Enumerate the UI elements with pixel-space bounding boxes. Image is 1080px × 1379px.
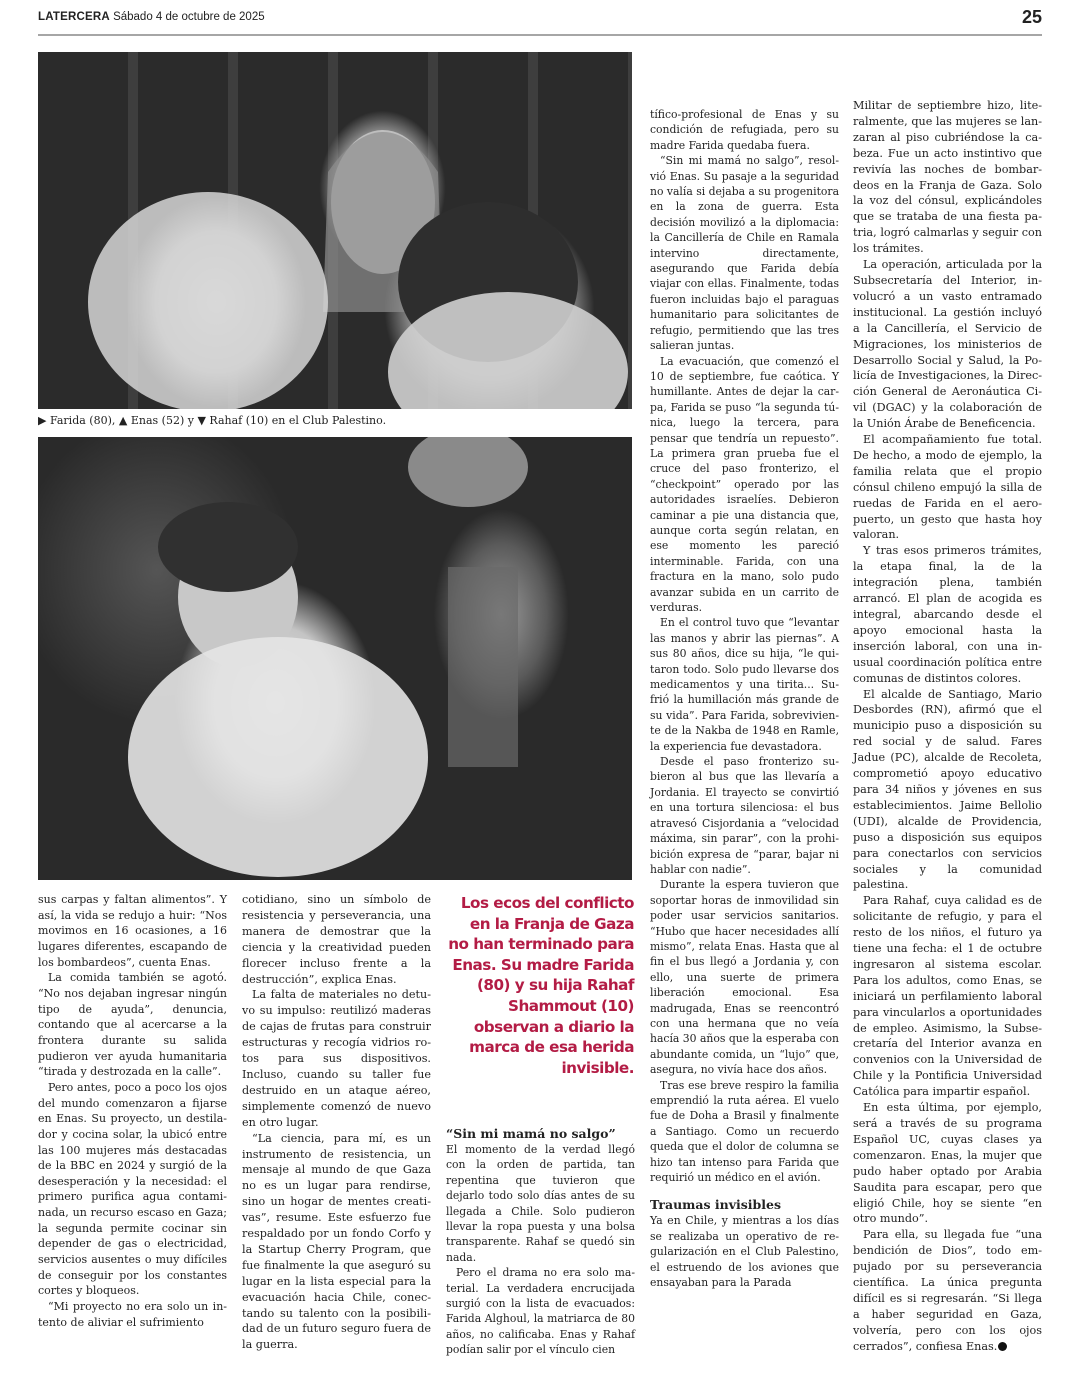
- triangle-up-icon: ▲: [118, 414, 128, 427]
- paragraph: Ya en Chile, y mientras a los días se realizaba un operativo de regularización en el Club Palestino, el estruendo de los aviones que ensayaban para la Parada: [650, 1214, 839, 1290]
- caption-part: Farida (80),: [49, 414, 116, 427]
- photo-family-embrace-figures: [38, 52, 632, 409]
- photo-child-smiling: [38, 437, 632, 880]
- paragraph: “Sin mi mamá no salgo”, resolvió Enas. Su pasaje a la seguridad no valía si dejaba a su progenitora en la zona de guerra. Esta decisión movilizó a la diplomacia: la Cancillería de Chile en Ramala intervino directamente, asegurando que Farida debía viajar con ellas. Finalmente, todas fueron incluidas bajo el paraguas humanitario para solicitantes de refugio, permitiendo que las tres salieran juntas.: [650, 154, 840, 353]
- paragraph: La operación, articulada por la Subsecretaría del Interior, involucró a un vasto entramado institucional. La gestión incluyó a la Cancillería, el Servicio de Migraciones, los ministerios de Desarrollo Social y Salud, la Policía de Investigaciones, la Dirección General de Aeronáutica Civil (DGAC) y la colaboración de la Unión Árabe de Beneficencia.: [853, 258, 1042, 431]
- paragraph: Pero antes, poco a poco los ojos del mundo comenzaron a fijarse en Enas. Su proyecto, un destilador y cocina solar, la ubicó entre las 100 mujeres más destacadas de la BBC en 2024 y surgió de la desesperación y la necesidad: el primero purifica agua contaminada, un recurso escaso en Gaza; la segunda permite cocinar sin depender de gas o electricidad, servicios ausentes o muy difíciles de conseguir por los constantes cortes y bloqueos.: [38, 1080, 227, 1298]
- masthead: [38, 11, 265, 23]
- article-column-5: [853, 98, 1042, 1355]
- article-column-4: [650, 107, 839, 1290]
- article-column-3: [446, 1126, 635, 1358]
- paragraph: En esta última, por ejemplo, será a través de su programa Español UC, cuyas clases ya comenzaron. Enas, la mujer que pudo haber optado por Arabia Saudita para escapar, pero que eligió Chile, hoy se siente “en otro mundo”.: [853, 1101, 1042, 1226]
- article-column-2: [242, 892, 431, 1353]
- paragraph: Y tras esos primeros trámites, la etapa final, la de la integración plena, también arrancó. El plan de acogida es integral, abarcando desde el apoyo emocional hasta la inserción laboral, con una inusual coordinación política entre comunas de distintos colores.: [853, 544, 1042, 685]
- publication-date: Sábado 4 de octubre de 2025: [113, 11, 265, 23]
- paragraph: La evacuación, que comenzó el 10 de septiembre, fue caótica. Y humillante. Antes de dejar la carpa, Farida se puso “la segunda túnica, luego la tercera, para pensar que tendría un repuesto”. La primera gran prueba fue el cruce del paso fronterizo, el “checkpoint” operado por las autoridades israelíes. Debieron caminar a pie una distancia que, aunque corta según relatan, en ese momento les pareció interminable. Farida, con una fractura en la mano, solo pudo avanzar subida en un carrito de verduras.: [650, 354, 839, 614]
- paragraph: tífico-profesional de Enas y su condición de refugiada, pero su madre Farida quedaba fuera.: [650, 108, 839, 152]
- photo-family-embrace: [38, 52, 632, 409]
- paragraph: sus carpas y faltan alimentos”. Y así, la vida se redujo a huir: “Nos movimos en 16 ocasiones, a 16 lugares diferentes, escapando de los bombardeos”, cuenta Enas.: [38, 893, 227, 969]
- brand-name: LATERCERA: [38, 11, 110, 23]
- paragraph: “La ciencia, para mí, es un instrumento de resistencia, un mensaje al mundo de que Gaza no es un lugar para rendirse, sino un hogar de mentes creativas”, resume. Este esfuerzo fue respaldado por un fondo Corfo y la Startup Cherry Program, que fue finalmente la que aseguró su lugar en la lista especial para la evacuación hacia Chile, conectando su talento con la posibilidad de un futuro seguro fuera de la guerra.: [242, 1131, 431, 1352]
- elder-figure: [88, 192, 328, 409]
- child-hair: [158, 502, 298, 592]
- paragraph: Para Rahaf, cuya calidad es de solicitante de refugio, y para el resto de los niños, el futuro ya tiene una fecha: el 1 de octubre ingresaron al sistema escolar. Para los adultos, como Enas, se iniciará un perfilamiento laboral para vincularlos a oportunidades de empleo. Asimismo, la Subsecretaría del Interior avanza en convenios con la Universidad de Chile y la Pontificia Universidad Católica para impartir español.: [853, 894, 1042, 1099]
- photo-child-figures: [38, 437, 632, 880]
- photo-caption: [38, 414, 386, 427]
- caption-part: Rahaf (10) en el Club Palestino.: [209, 414, 387, 427]
- paragraph: El acompañamiento fue total. De hecho, a modo de ejemplo, la familia relata que el propio cónsul chileno empujó la silla de ruedas de Farida en el aeropuerto, un gesto que hasta hoy valoran.: [853, 433, 1042, 542]
- triangle-down-icon: ▼: [197, 414, 206, 427]
- paragraph: cotidiano, sino un símbolo de resistencia y perseverancia, una manera de demostrar que la ciencia y la creatividad pueden florecer incluso frente a la destrucción”, explica Enas.: [242, 893, 431, 986]
- paragraph: La comida también se agotó. “No nos dejaban ingresar ningún tipo de ayuda”, denuncia, contando que al acercarse a la frontera durante su salida pudieron ver ayuda humanitaria “tirada y destrozada en la calle”.: [38, 971, 227, 1079]
- caption-part: Enas (52) y: [130, 414, 194, 427]
- end-of-article-bullet-icon: [998, 1342, 1007, 1351]
- board: [448, 567, 518, 767]
- paragraph: “Mi proyecto no era solo un intento de aliviar el sufrimiento: [38, 1300, 227, 1329]
- paragraph: Desde el paso fronterizo subieron al bus que las llevaría a Jordania. El trayecto se convirtió en una tortura silenciosa: el bus atravesó Cisjordania a “velocidad máxima, sin parar”, con la prohibición expresa de “parar, bajar ni hablar con nadie”.: [650, 755, 839, 876]
- page-header: [38, 8, 1042, 36]
- paragraph: El momento de la verdad llegó con la orden de partida, tan repentina que tuvieron que dejarlo todo solo días antes de su llegada a Chile. Solo pudieron llevar la ropa puesta y una bolsa transparente. Rahaf se quedó sin nada.: [446, 1143, 635, 1264]
- child-hoodie: [128, 637, 428, 877]
- article-column-1: [38, 892, 227, 1330]
- paragraph: El alcalde de Santiago, Mario Desbordes (RN), afirmó que el municipio puso a disposición su red social y de salud. Fares Jadue (PC), alcalde de Recoleta, comprometió apoyo educativo para 34 niños y jóvenes en sus establecimientos. Jaime Bellolio (UDI), alcalde de Providencia, puso a disposición sus equipos para conectarlos con servicios sociales y la comunidad palestina.: [853, 687, 1042, 892]
- adult-face: [408, 437, 528, 507]
- paragraph: En el control tuvo que “levantar las manos y abrir las piernas”. A sus 80 años, dice su hija, “le quitaron todo. Solo pudo llevarse dos medicamentos y una tirita... Sufrió la humillación más grande de su vida”. Para Farida, sobreviviente de la Nakba de 1948 en Ramle, la experiencia fue devastadora.: [650, 616, 839, 753]
- triangle-right-icon: ▶: [38, 414, 47, 427]
- section-subhead: Traumas invisibles: [650, 1197, 781, 1213]
- paragraph: Pero el drama no era solo material. La verdadera encrucijada surgió con la lista de evacuados: Farida Alghoul, la matriarca de 80 años, no calificaba. Enas y Rahaf podían salir por el vínculo cien: [446, 1266, 635, 1357]
- paragraph-text: Para ella, su llegada fue “una bendición de Dios”, todo empujado por su perseverancia científica. La única pregunta difícil es si regresarán. “Si llega a haber seguridad en Gaza, volvería, pero con los ojos cerrados”, confiesa Enas.: [853, 1228, 1042, 1353]
- paragraph: Militar de septiembre hizo, literalmente, que las mujeres se lanzaran al piso cubriéndose la cabeza. Fue un acto instintivo que revivía las noches de bombardeos en la Franja de Gaza. Solo la voz del cónsul, explicándoles que se trataba de una fiesta patria, logró calmarlas y seguir con los trámites.: [853, 99, 1042, 256]
- paragraph: La falta de materiales no detuvo su impulso: reutilizó maderas de cajas de frutas para construir estructuras y recogía vidrios rotos para sus dispositivos. Incluso, cuando su taller fue destruido en un ataque aéreo, simplemente comenzó de nuevo en otro lugar.: [242, 988, 431, 1129]
- pull-quote: Los ecos del conflicto en la Franja de Gaza no han terminado para Enas. Su madre Farida (80) y su hija Rahaf Shammout (10) observan a diario la marca de esa herida invisible.: [448, 894, 634, 1077]
- paragraph-final: [853, 1227, 1042, 1354]
- page-number: 25: [1021, 7, 1042, 27]
- paragraph: Durante la espera tuvieron que soportar horas de inmovilidad sin poder usar servicios sanitarios. “Hubo que hacer necesidades allí mismo”, relata Enas. Hasta que al fin el bus llegó a Jordania y, con ello, una suerte de primera liberación emocional. Esa madrugada, Enas se reencontró con una hermana que no veía hacía 30 años que la esperaba con abundante comida, un “lujo” que, asegura, no vivía hace dos años.: [650, 878, 839, 1077]
- paragraph: Tras ese breve respiro la familia emprendió la ruta aérea. El vuelo fue de Doha a Brasil y finalmente a Santiago. Como un recuerdo queda que el dolor de columna se hizo tan intenso para Farida que requirió un médico en el avión.: [650, 1078, 839, 1185]
- section-subhead: “Sin mi mamá no salgo”: [446, 1126, 616, 1141]
